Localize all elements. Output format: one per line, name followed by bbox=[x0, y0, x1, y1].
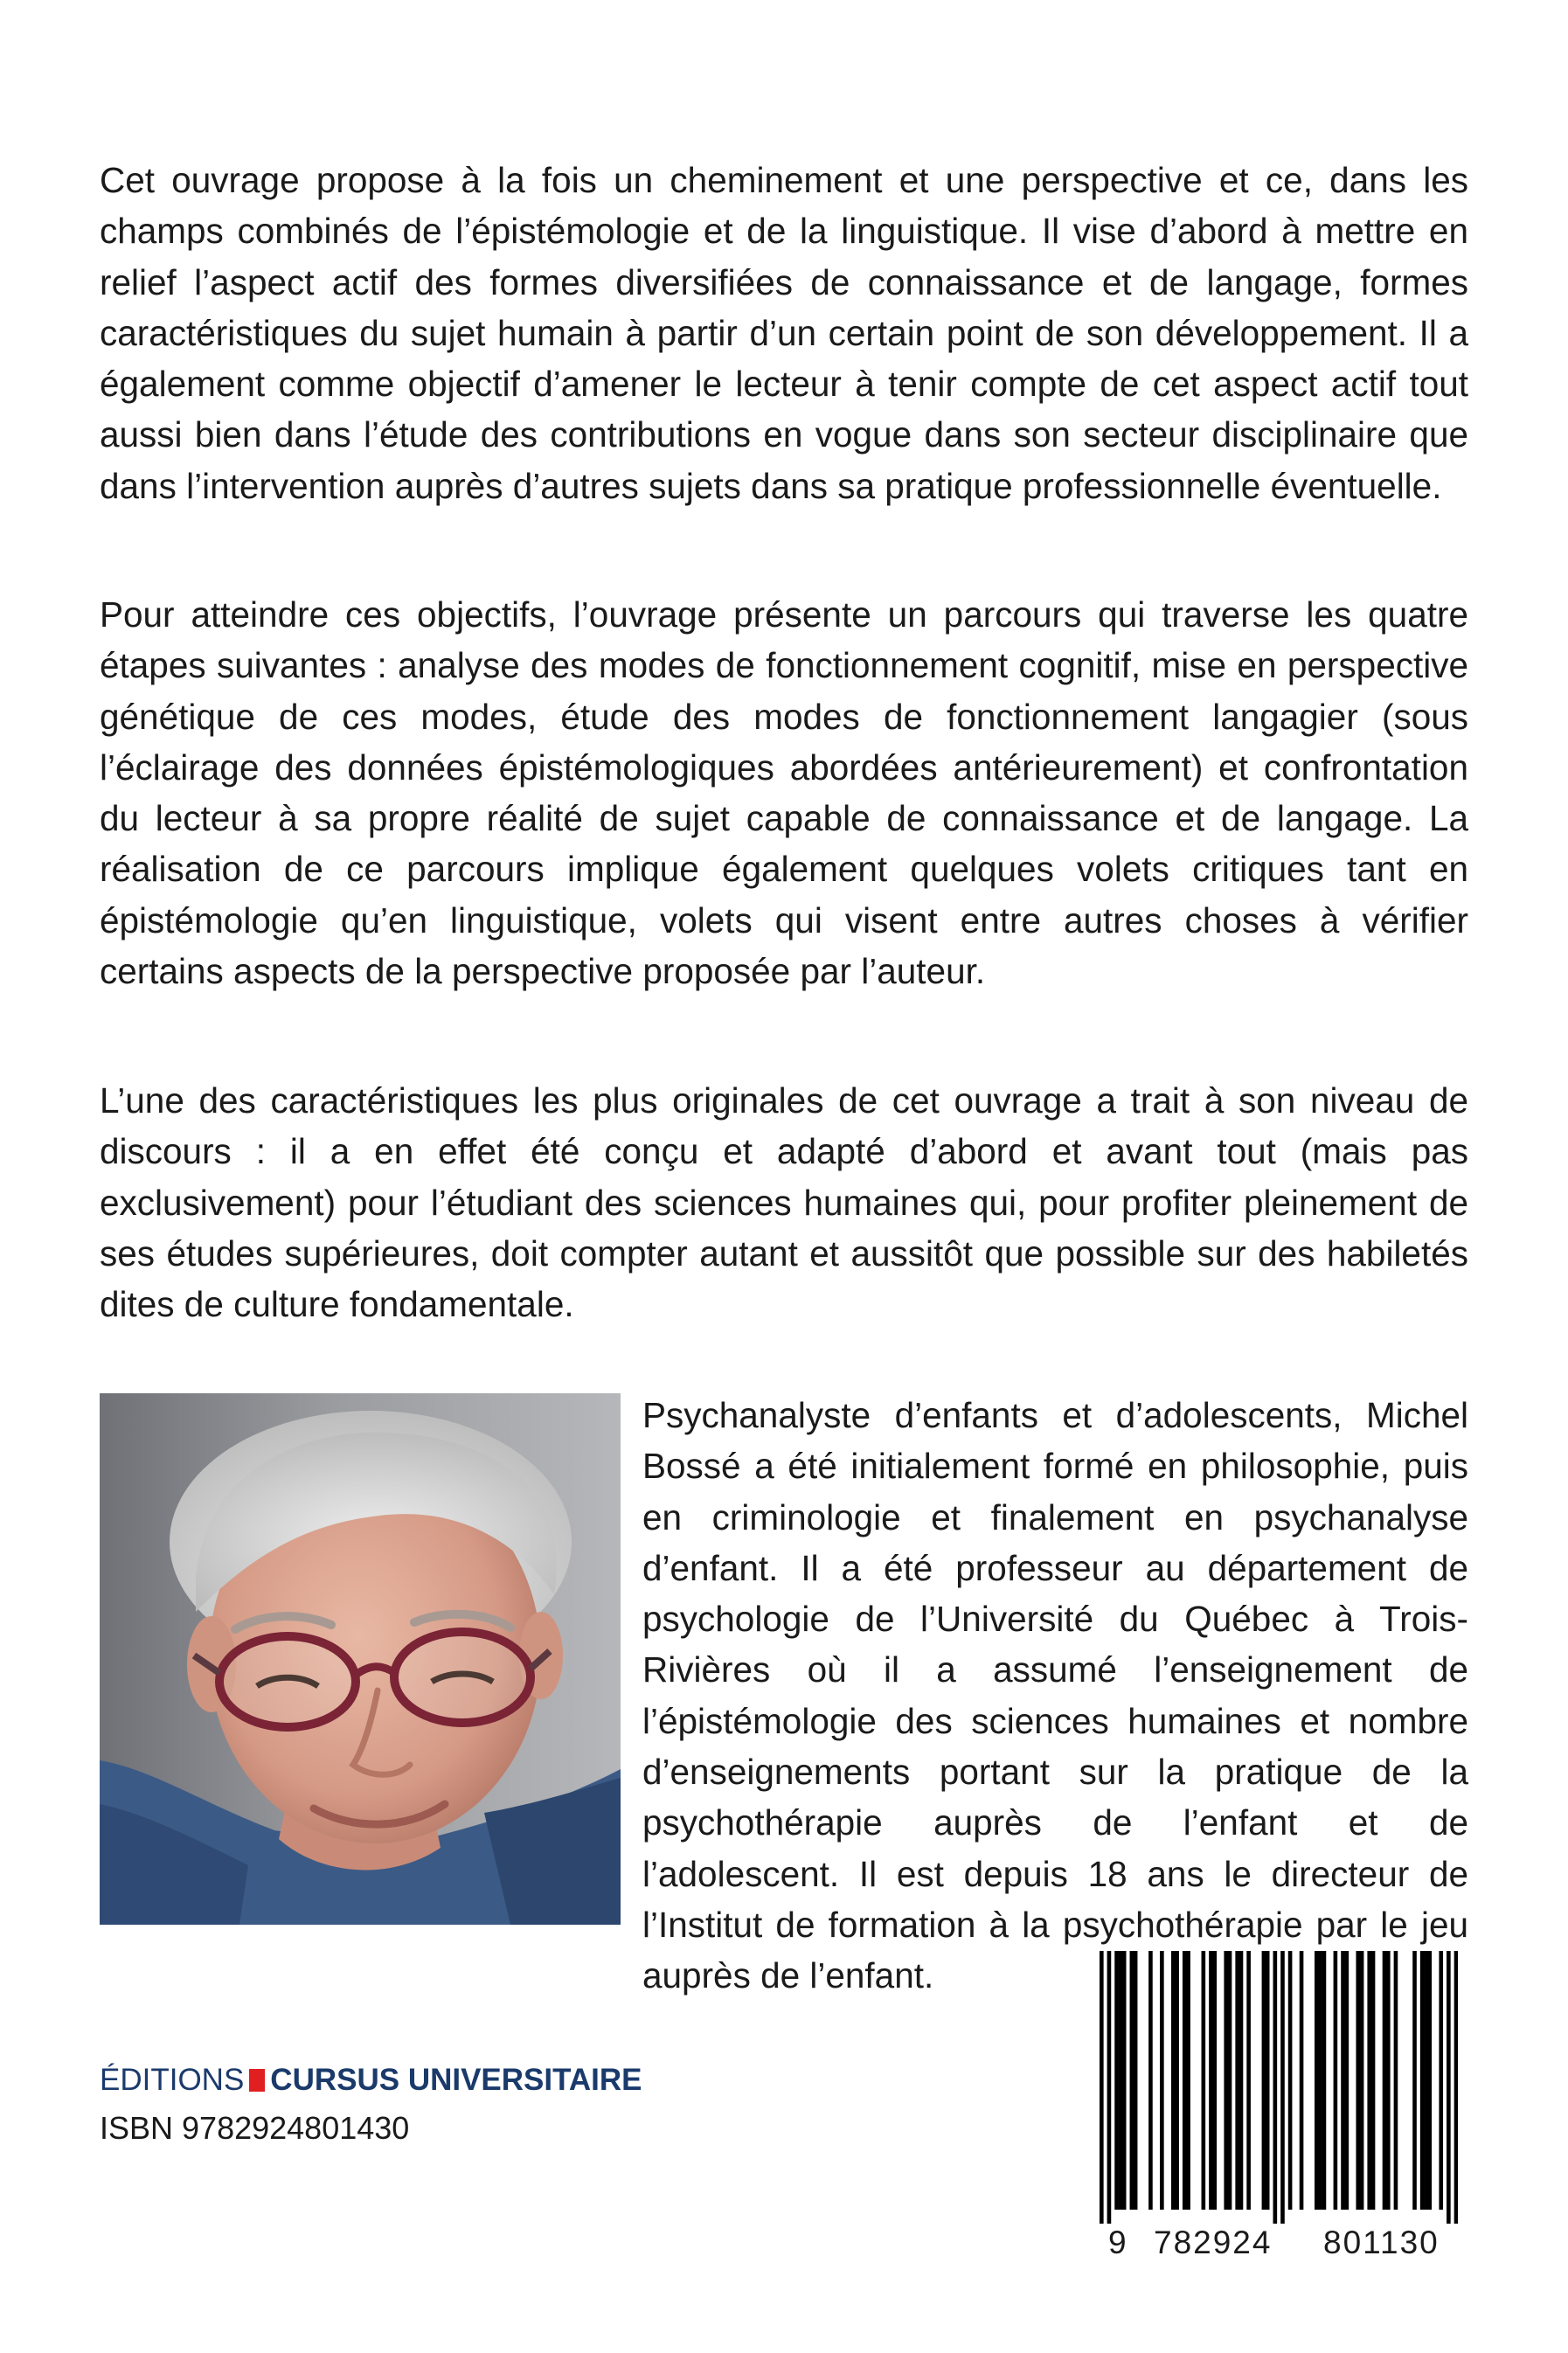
barcode-bar bbox=[1394, 1951, 1398, 2210]
barcode-bar bbox=[1280, 1951, 1285, 2224]
barcode-bar bbox=[1122, 1951, 1127, 2210]
author-photo bbox=[100, 1393, 621, 1925]
publisher-name: CURSUS UNIVERSITAIRE bbox=[270, 2063, 642, 2097]
publisher-square-icon bbox=[249, 2069, 265, 2092]
barcode-bar bbox=[1334, 1951, 1338, 2210]
barcode-bar bbox=[1228, 1951, 1232, 2210]
barcode-bars bbox=[1100, 1951, 1458, 2224]
barcode-bar bbox=[1119, 1951, 1123, 2210]
publisher-logo bbox=[100, 2063, 642, 2098]
description-paragraph-1: Cet ouvrage propose à la fois un cheminement et une perspective et ce, dans les champs combinés de l’épistémologie et de la linguistique. Il vise d’abord à mettre en relief l’aspect actif des formes diversifiées de connaissance et de langage, formes caractéristiques du sujet humain à partir d’un certain point de son développement. Il a également comme objectif d’amener le lecteur à tenir compte de cet aspect actif tout aussi bien dans l’étude des contributions en vogue dans son secteur disciplinaire que dans l’intervention auprès d’autres sujets dans sa pratique professionnelle éventuelle. bbox=[100, 160, 1468, 506]
barcode-bar bbox=[1134, 1951, 1138, 2210]
barcode-bar bbox=[1224, 1951, 1228, 2210]
barcode-bar bbox=[1360, 1951, 1364, 2210]
barcode-bar bbox=[1447, 1951, 1451, 2224]
barcode-bar bbox=[1186, 1951, 1190, 2210]
author-bio: Psychanalyste d’enfants et d’adolescents, Michel Bossé a été initialement formé en philosophie, puis en criminologie et finalement en psychanalyse d’enfant. Il a été professeur au département de psychologie de l’Université du Québec à Trois-Rivières où il a assumé l’enseignement de l’épistémologie des sciences humaines et nombre d’enseignements portant sur la pratique de la psychothérapie auprès de l’enfant et de l’adolescent. Il est depuis 18 ans le directeur de l’Institut de formation à la psychothérapie par le jeu auprès de l’enfant. bbox=[642, 1395, 1468, 1996]
barcode-bar bbox=[1239, 1951, 1244, 2210]
description-paragraph-2: Pour atteindre ces objectifs, l’ouvrage présente un parcours qui traverse les quatre étapes suivantes : analyse des modes de fonctionnement cognitif, mise en perspective génétique de ces modes, étude des modes de fonctionnement langagier (sous l’éclairage des données épistémologiques abordées antérieurement) et confrontation du lecteur à sa propre réalité de sujet capable de connaissance et de langage. La réalisation de ce parcours implique également quelques volets critiques tant en épistémologie qu’en linguistique, volets qui visent entre autres choses à vérifier certains aspects de la perspective proposée par l’auteur. bbox=[100, 594, 1468, 992]
barcode-bar bbox=[1100, 1951, 1104, 2224]
barcode-bar bbox=[1383, 1951, 1387, 2210]
barcode-bar bbox=[1114, 1951, 1119, 2210]
barcode-bar bbox=[1171, 1951, 1176, 2210]
publisher-prefix: ÉDITIONS bbox=[100, 2063, 245, 2097]
barcode-bar bbox=[1130, 1951, 1134, 2210]
barcode-bar bbox=[1183, 1951, 1187, 2210]
barcode-bar bbox=[1439, 1951, 1443, 2210]
barcode-bar bbox=[1175, 1951, 1179, 2210]
description-paragraph-3: L’une des caractéristiques les plus originales de cet ouvrage a trait à son niveau de discours : il a en effet été conçu et adapté d’abord et avant tout (mais pas exclusivement) pour l’étudiant des sciences humaines qui, pour profiter pleinement de ses études supérieures, doit compter autant et aussitôt que possible sur des habiletés dites de culture fondamentale. bbox=[100, 1080, 1468, 1325]
barcode-bar bbox=[1322, 1951, 1327, 2210]
barcode-first-digit: 9 bbox=[1108, 2225, 1127, 2260]
barcode-bar bbox=[1273, 1951, 1278, 2224]
barcode-left-group: 782924 bbox=[1154, 2225, 1273, 2260]
barcode-bar bbox=[1315, 1951, 1319, 2210]
barcode-bar bbox=[1262, 1951, 1266, 2210]
barcode-bar bbox=[1246, 1951, 1251, 2210]
barcode-right-group: 801130 bbox=[1323, 2225, 1440, 2260]
isbn-label: ISBN 9782924801430 bbox=[100, 2110, 410, 2146]
barcode-bar bbox=[1424, 1951, 1428, 2210]
barcode-bar bbox=[1371, 1951, 1376, 2210]
barcode-bar bbox=[1356, 1951, 1360, 2210]
barcode-bar bbox=[1148, 1951, 1153, 2210]
barcode-bar bbox=[1420, 1951, 1425, 2210]
barcode-bar bbox=[1386, 1951, 1391, 2210]
barcode-bar bbox=[1235, 1951, 1239, 2210]
barcode-bar bbox=[1160, 1951, 1164, 2210]
barcode-bar bbox=[1427, 1951, 1432, 2210]
barcode-bar bbox=[1367, 1951, 1371, 2210]
barcode-bar bbox=[1412, 1951, 1417, 2210]
barcode-bar bbox=[1266, 1951, 1270, 2210]
barcode-bar bbox=[1288, 1951, 1293, 2210]
barcode-bar bbox=[1345, 1951, 1349, 2210]
barcode-bar bbox=[1209, 1951, 1213, 2210]
barcode-bar bbox=[1300, 1951, 1304, 2210]
barcode-bar bbox=[1202, 1951, 1206, 2210]
barcode-bar bbox=[1107, 1951, 1112, 2224]
barcode-bar bbox=[1341, 1951, 1345, 2210]
barcode-bar bbox=[1318, 1951, 1322, 2210]
barcode-bar bbox=[1212, 1951, 1217, 2210]
barcode-bar bbox=[1454, 1951, 1458, 2224]
